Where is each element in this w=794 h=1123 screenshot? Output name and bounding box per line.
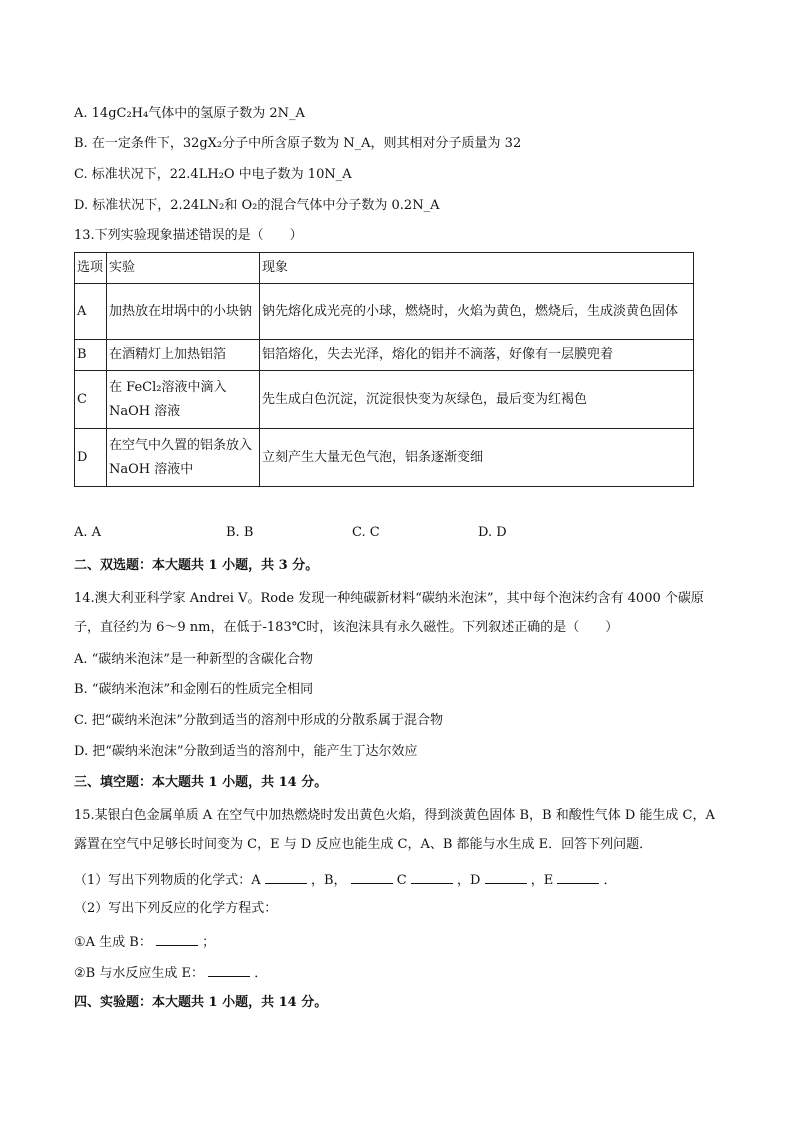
row-phenomenon: 先生成白色沉淀，沉淀很快变为灰绿色，最后变为红褐色 [260,371,694,429]
header-option: 选项 [75,253,107,284]
q15-sub1-b: ，B， [310,873,347,888]
row-option: A [75,284,107,340]
q15-sub2-2-end: ． [254,966,268,981]
q14-option-a: A. “碳纳米泡沫”是一种新型的含碳化合物 [74,652,313,667]
q14-option-c: C. 把“碳纳米泡沫”分散到适当的溶剂中形成的分散系属于混合物 [74,713,444,728]
q15-sub1-c: C [396,873,407,888]
row-option: C [75,371,107,429]
row-experiment: 在空气中久置的铝条放入 NaOH 溶液中 [107,429,260,487]
table-row [75,371,694,429]
row-experiment: 加热放在坩埚中的小块钠 [107,284,260,340]
q15-sub1-prefix: （1）写出下列物质的化学式：A [74,873,261,888]
q12-option-b: B. 在一定条件下，32gX₂分子中所含原子数为 N_A，则其相对分子质量为 32 [74,136,522,151]
q15-sub1-d: ，D [457,873,481,888]
q13-choice-a: A. A [74,525,102,540]
blank-c[interactable] [411,869,453,884]
row-option: B [75,340,107,371]
blank-a[interactable] [265,869,307,884]
q14-option-b: B. “碳纳米泡沫”和金刚石的性质完全相同 [74,682,314,697]
q13-stem: 13.下列实验现象描述错误的是（ ） [74,228,303,243]
q14-option-d: D. 把“碳纳米泡沫”分散到适当的溶剂中，能产生丁达尔效应 [74,744,418,759]
q12-option-d: D. 标准状况下，2.24LN₂和 O₂的混合气体中分子数为 0.2N_A [74,198,440,213]
q12-option-a: A. 14gC₂H₄气体中的氢原子数为 2N_A [74,106,305,121]
blank-b-to-e[interactable] [208,962,250,977]
q15-sub2-2-label: ②B 与水反应生成 E： [74,966,204,981]
row-experiment: 在酒精灯上加热铝箔 [107,340,260,371]
q15-sub2-1 [74,931,215,953]
table-header-row [75,253,694,284]
q15-sub2-1-end: ； [202,935,216,950]
q13-choice-d: D. D [478,525,507,540]
q13-choice-c: C. C [352,525,380,540]
section-heading-4: 四、实验题：本大题共 1 小题，共 14 分。 [74,995,328,1010]
table-row [75,284,694,340]
blank-d[interactable] [485,869,527,884]
row-option: D [75,429,107,487]
row-experiment: 在 FeCl₂溶液中滴入 NaOH 溶液 [107,371,260,429]
row-phenomenon: 立刻产生大量无色气泡，铝条逐渐变细 [260,429,694,487]
row-phenomenon: 钠先熔化成光亮的小球，燃烧时，火焰为黄色，燃烧后，生成淡黄色固体 [260,284,694,340]
q15-sub2-1-label: ①A 生成 B： [74,935,152,950]
row-phenomenon: 铝箔熔化，失去光泽，熔化的铝并不滴落，好像有一层膜兜着 [260,340,694,371]
section-heading-2: 二、双选题：本大题共 1 小题，共 3 分。 [74,558,319,573]
section-heading-3: 三、填空题：本大题共 1 小题，共 14 分。 [74,775,328,790]
blank-e[interactable] [557,869,599,884]
q13-choice-b: B. B [226,525,254,540]
q15-sub2-2 [74,962,267,984]
q15-sub1-end: ． [603,873,617,888]
q15-sub1-e: ，E [530,873,554,888]
header-phenomenon: 现象 [260,253,694,284]
q15-sub2: （2）写出下列反应的化学方程式： [74,901,278,916]
q15-sub1 [74,869,617,891]
q14-stem: 14.澳大利亚科学家 Andrei V。Rode 发现一种纯碳新材料“碳纳米泡沫”，其中每个泡沫约含有 4000 个碳原子，直径约为 6～9 nm，在低于-183℃时，该泡沫具有永久磁性。下列叙述正确的是（ ） [74,591,704,635]
q13-table [74,252,694,487]
q15-stem: 15.某银白色金属单质 A 在空气中加热燃烧时发出黄色火焰，得到淡黄色固体 B，B 和酸性气体 D 能生成 C，A 露置在空气中足够长时间变为 C，E 与 D 反应也能生成 C，A、B 都能与水生成 E．回答下列问题． [74,808,715,852]
blank-b[interactable] [351,869,393,884]
header-experiment: 实验 [107,253,260,284]
table-row [75,340,694,371]
q12-option-c: C. 标准状况下，22.4LH₂O 中电子数为 10N_A [74,167,352,182]
blank-a-to-b[interactable] [156,931,198,946]
table-row [75,429,694,487]
